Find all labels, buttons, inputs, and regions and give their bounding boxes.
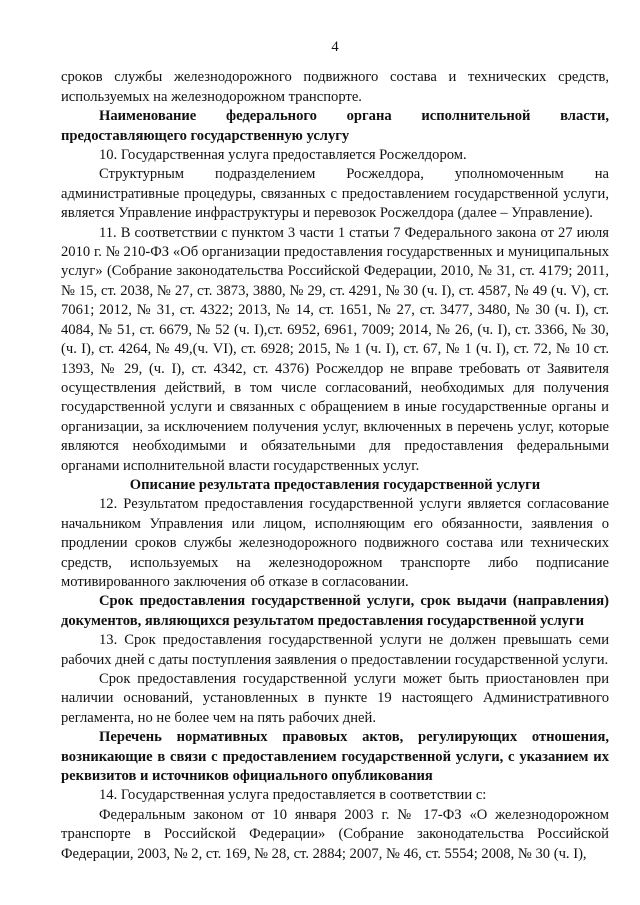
section-heading-legal-acts: Перечень нормативных правовых актов, регулирующих отношения, возникающие в связи с предоставлением государственной услуги, с указанием их реквизитов и источников официального опубликования — [61, 729, 609, 785]
paragraph-10: 10. Государственная услуга предоставляется Росжелдором. — [99, 147, 467, 164]
paragraph-11: 11. В соответствии с пунктом 3 части 1 статьи 7 Федерального закона от 27 июля 2010 г. № 210-ФЗ «Об организации предоставления государственных и муниципальных услуг» (Собрание законодательства Российской Федерации, 2010, № 31, ст. 4179; 2011, № 15, ст. 2038, № 27, ст. 3873, 3880, № 29, ст. 4291, № 30 (ч. I), ст. 4587, № 49 (ч. V), ст. 7061; 2012, № 31, ст. 4322; 2013, № 14, ст. 1651, № 27, ст. 3477, 3480, № 30 (ч. I), ст. 4084, № 51, ст. 6679, № 52 (ч. I),ст. 6952, 6961, 7009; 2014, № 26, (ч. I), ст. 3366, № 30, (ч. I), ст. 4264, № 49,(ч. VI), ст. 6928; 2015, № 1 (ч. I), ст. 67, № 1 (ч. I), ст. 72, № 10 ст. 1393, № 29, (ч. I), ст. 4342, ст. 4376) Росжелдор не вправе требовать от Заявителя осуществления действий, в том числе согласований, необходимых для получения государственной услуги и связанных с обращением в иные государственные органы и организации, за исключением получения услуг, включенных в перечень услуг, которые являются необходимыми и обязательными для предоставления федеральными органами исполнительной власти государственных услуг. — [61, 224, 609, 474]
paragraph-14: 14. Государственная услуга предоставляется в соответствии с: — [99, 787, 487, 804]
paragraph-12: 12. Результатом предоставления государственной услуги является согласование начальником Управления или лицом, исполняющим его обязанности, заявления о продлении сроков службы железнодорожного подвижного состава или технических средств, используемых на железнодорожном транспорте либо подписание мотивированного заключения об отказе в согласовании. — [61, 496, 609, 590]
section-heading-federal-body: Наименование федерального органа исполнительной власти, предоставляющего государственную услугу — [61, 108, 609, 144]
paragraph-federal-law: Федеральным законом от 10 января 2003 г. № 17-ФЗ «О железнодорожном транспорте в Российской Федерации» (Собрание законодательства Российской Федерации, 2003, № 2, ст. 169, № 28, ст. 2884; 2007, № 46, ст. 5554; 2008, № 30 (ч. I), — [61, 806, 609, 862]
section-heading-result: Описание результата предоставления государственной услуги — [129, 476, 541, 493]
section-heading-term: Срок предоставления государственной услуги, срок выдачи (направления) документов, являющихся результатом предоставления государственной услуги — [61, 593, 609, 629]
document-page — [61, 38, 609, 864]
page-number: 4 — [331, 39, 339, 55]
paragraph-suspension: Срок предоставления государственной услуги может быть приостановлен при наличии оснований, установленных в пункте 19 настоящего Административного регламента, но не более чем на пять рабочих дней. — [61, 671, 609, 726]
paragraph-13: 13. Срок предоставления государственной услуги не должен превышать семи рабочих дней с даты поступления заявления о предоставлении государственной услуги. — [61, 632, 609, 668]
paragraph-continuation: сроков службы железнодорожного подвижного состава и технических средств, используемых на железнодорожном транспорте. — [61, 69, 609, 105]
paragraph-structural-unit: Структурным подразделением Росжелдора, уполномоченным на административные процедуры, связанных с предоставлением государственной услуги, является Управление инфраструктуры и перевозок Росжелдора (далее – Управление). — [61, 166, 609, 222]
